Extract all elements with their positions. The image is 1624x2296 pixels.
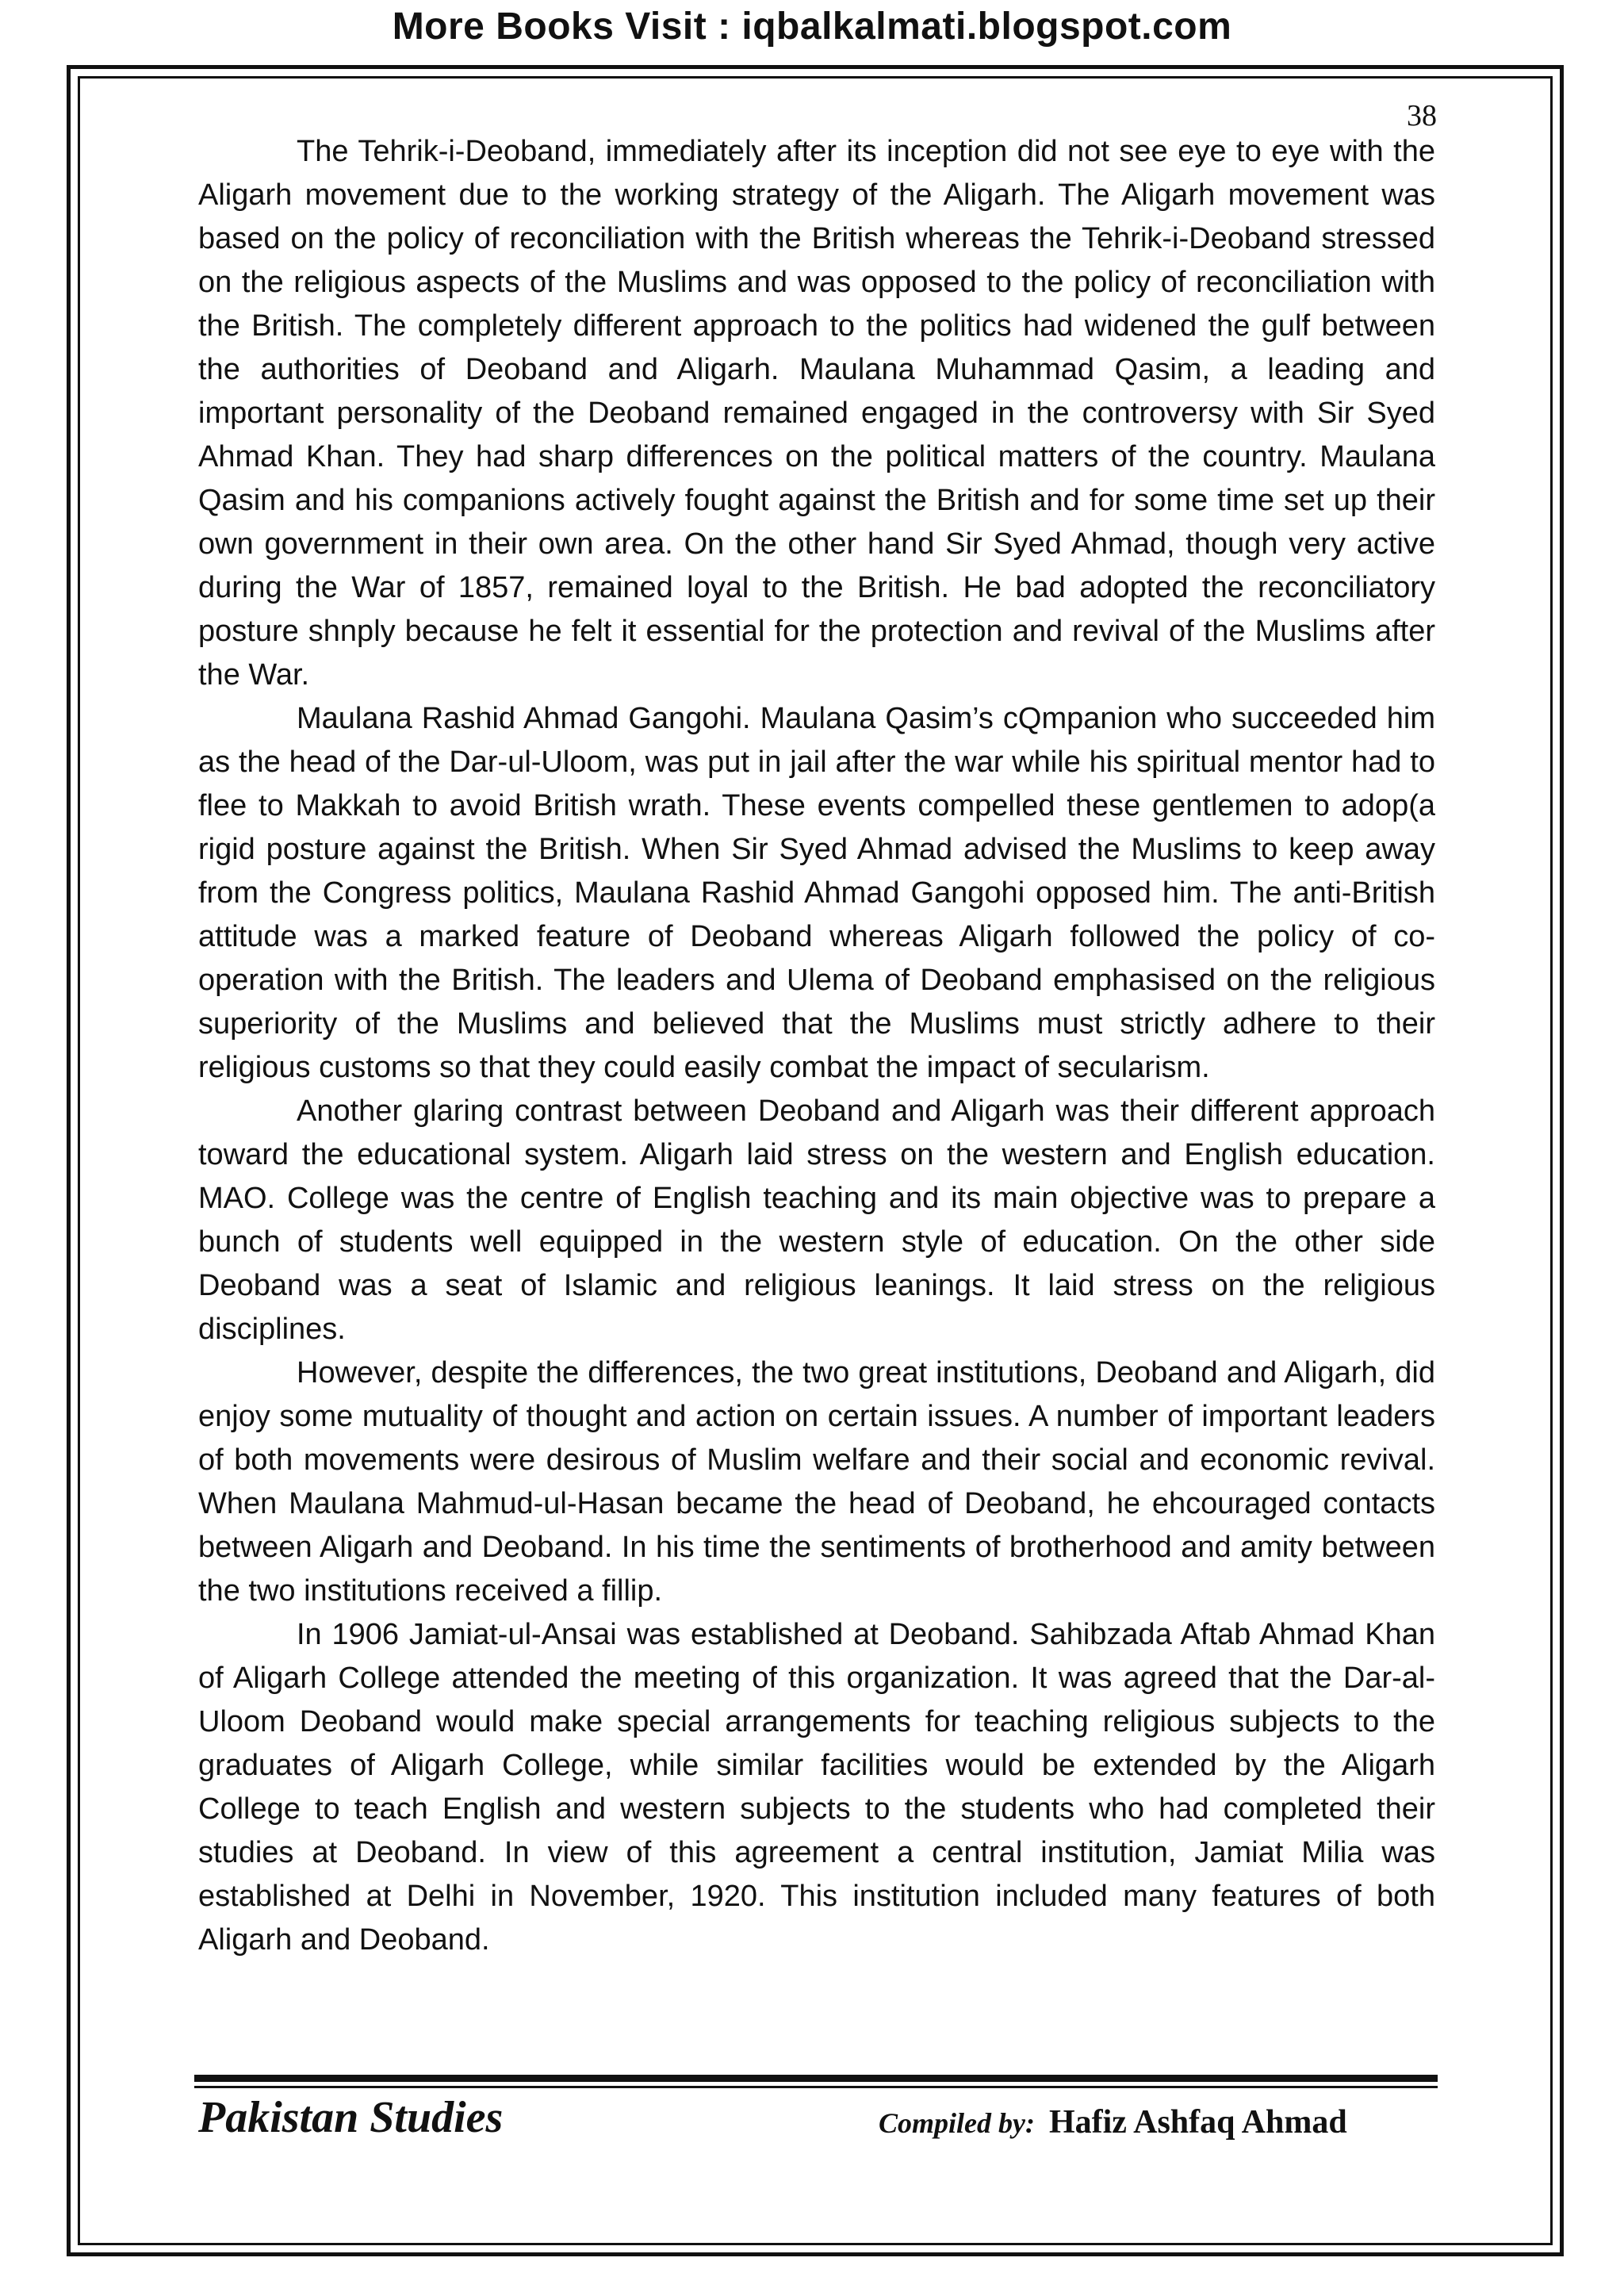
footer-rule-thin <box>194 2086 1438 2088</box>
site-banner: More Books Visit : iqbalkalmati.blogspot.com <box>392 6 1232 48</box>
book-title: Pakistan Studies <box>198 2093 504 2142</box>
compiler-name: Hafiz Ashfaq Ahmad <box>1048 2104 1347 2141</box>
compiler-credit <box>879 2103 1347 2141</box>
main-text <box>198 130 1435 1962</box>
page-number: 38 <box>1407 99 1437 132</box>
compiled-by-label: Compiled by: <box>879 2107 1035 2139</box>
footer-rule-thick <box>194 2075 1438 2082</box>
paragraph: However, despite the differences, the two great institutions, Deoband and Aligarh, did enjoy some mutuality of thought and action on certain issues. A number of important leaders of both movements were desirous of Muslim welfare and their social and economic revival. When Maulana Mahmud-ul-Hasan became the head of Deoband, he ehcouraged contacts between Aligarh and Deoband. In his time the sentiments of brotherhood and amity between the two institutions received a fillip. <box>198 1356 1435 1608</box>
paragraph: The Tehrik-i-Deoband, immediately after its inception did not see eye to eye with the Aligarh movement due to the working strategy of the Aligarh. The Aligarh movement was based on the policy of reconciliation with the British whereas the Tehrik-i-Deoband stressed on the religious aspects of the Muslims and was opposed to the policy of reconciliation with the British. The completely different approach to the politics had widened the gulf between the authorities of Deoband and Aligarh. Maulana Muhammad Qasim, a leading and important personality of the Deoband remained engaged in the controversy with Sir Syed Ahmad Khan. They had sharp differences on the political matters of the country. Maulana Qasim and his companions actively fought against the British and for some time set up their own government in their own area. On the other hand Sir Syed Ahmad, though very active during the War of 1857, remained loyal to the British. He bad adopted the reconciliatory posture shnply because he felt it essential for the protection and revival of the Muslims after the War. <box>198 135 1435 692</box>
paragraph: Maulana Rashid Ahmad Gangohi. Maulana Qasim’s cQmpanion who succeeded him as the head of the Dar-ul-Uloom, was put in jail after the war while his spiritual mentor had to flee to Makkah to avoid British wrath. These events compelled these gentlemen to adop(a rigid posture against the British. When Sir Syed Ahmad advised the Muslims to keep away from the Congress politics, Maulana Rashid Ahmad Gangohi opposed him. The anti-British attitude was a marked feature of Deoband whereas Aligarh followed the policy of co-operation with the British. The leaders and Ulema of Deoband emphasised on the religious superiority of the Muslims and believed that the Muslims must strictly adhere to their religious customs so that they could easily combat the impact of secularism. <box>198 702 1435 1084</box>
paragraph: In 1906 Jamiat-ul-Ansai was established at Deoband. Sahibzada Aftab Ahmad Khan of Aligarh College attended the meeting of this organization. It was agreed that the Dar-al-Uloom Deoband would make special arrangements for teaching religious subjects to the graduates of Aligarh College, while similar facilities would be extended by the Aligarh College to teach English and western subjects to the students who had completed their studies at Deoband. In view of this agreement a central institution, Jamiat Milia was established at Delhi in November, 1920. This institution included many features of both Aligarh and Deoband. <box>198 1618 1435 1957</box>
paragraph: Another glaring contrast between Deoband and Aligarh was their different approach toward the educational system. Aligarh laid stress on the western and English education. MAO. College was the centre of English teaching and its main objective was to prepare a bunch of students well equipped in the western style of education. On the other side Deoband was a seat of Islamic and religious leanings. It laid stress on the religious disciplines. <box>198 1094 1435 1346</box>
